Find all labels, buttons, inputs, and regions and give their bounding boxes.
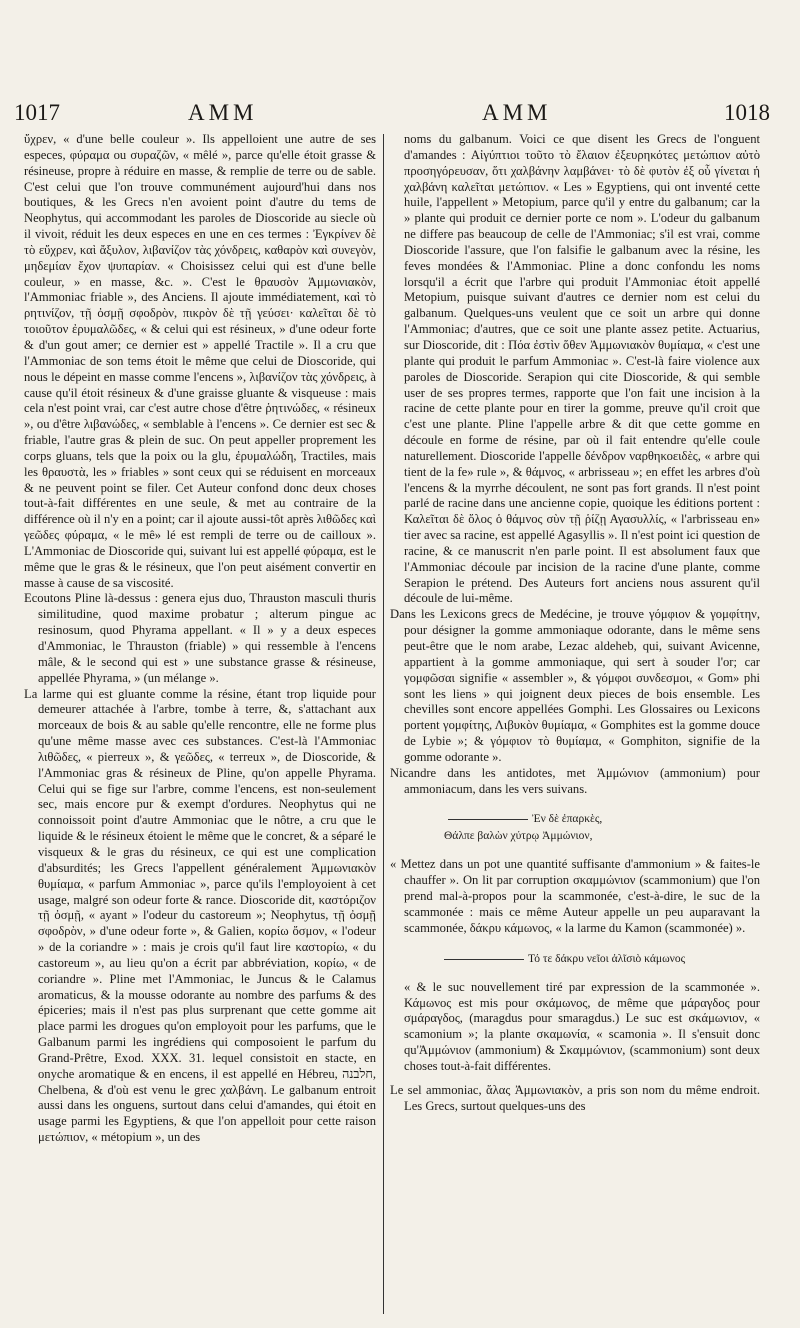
right-column bbox=[390, 132, 760, 1312]
verse-line: Ἐν δὲ ἐπαρκὲς, bbox=[532, 813, 603, 826]
paragraph: La larme qui est gluante comme la résine, étant trop liquide pour demeurer attachée à l'arbre, tombe à terre, &, s'attachant aux morceaux de bois & au sable qu'elle rencontre, elle ne forme plus qu'une même masse avec ces substances. C'est-là l'Ammoniac λιθῶδες, « pierreux », & γεῶδες, « terreux », de Dioscoride, & l'Ammoniac gras & résineux de Pline, qu'on appelle Phyrama. Celui qui se fige sur l'arbre, comme l'encens, est non-seulement sec, mais encore pur & exempt d'ordures. Neophytus qui ne connoissoit point d'autre Ammoniac que le nôtre, a cru que le liquide & le résineux étoient le même que le concret, & a séparé le visqueux & le gras du résineux, ce qui est une complication d'absurdités; les Grecs l'appellent généralement Ἀμμωνιακὸν θυμίαμα, « parfum Ammoniac », parce qu'ils l'employoient à cet usage, malgré son odeur forte & rance. Dioscoride dit, καστόριζον τῇ ὀσμῇ, « ayant » l'odeur du castoreum »; Neophytus, τῇ ὀσμῇ σφοδρὸν, » d'une odeur forte », & Galien, κορίω ὄσμον, « l'odeur » de la coriandre » : mais je crois qu'il faut lire καστορίω, « du castoreum », au lieu qu'on a écrit par abbréviation, κορίω, « de coriandre ». Pline met l'Ammoniac, le Juncus & le Calamus aromaticus, & la mousse odorante au nombre des parfums & des épiceries; mais il n'est pas plus surprenant que cette gomme ait place parmi les drogues qu'on employoit pour les parfums, que le Galbanum parmi les ingrédiens qui composoient le parfum du Grand-Prêtre, Exod. XXX. 31. lequel consistoit en stacte, en onyche aromatique & en encens, il est appellé en Hébreu, חלבנה, Chelbena, & d'où est venu le grec χαλβάνη. Le galbanum entroit aussi dans les onguens, surtout dans celui d'amandes, qui étoit en usage parmi les Egyptiens, & que l'on appelloit pour cette raison μετώπιον, « métopium », un des bbox=[24, 686, 376, 1145]
verse-quote bbox=[390, 811, 760, 845]
running-header bbox=[0, 100, 800, 134]
paragraph: noms du galbanum. Voici ce que disent les Grecs de l'onguent d'amandes : Αἰγύπτιοι τοῦτο τὸ ἔλαιον ἐξευρηκότες μετώπιον αὐτὸ προσηγόρευσαν, ὅτι χαλβάνην λαμβάνει· τὸ δὲ φυτὸν ἐξ οὗ γίνεται ἡ χαλβάνη καλεῖται μετώπιον. « Les » Egyptiens, qui ont inventé cette huile, l'appellent » Metopium, parce qu'il y entre du galbanum; car la » plante qui produit ce dernier porte ce nom ». L'odeur du galbanum ne differe pas beaucoup de celle de l'Ammoniac; s'il est vrai, comme Dioscoride l'assure, que l'on falsifie le galbanum avec la résine, les feves mondées & l'Ammoniac. Pline a donc confondu les noms lorsqu'il a écrit que l'arbre qui produit l'Ammoniac étoit appellé Metopium, puisque suivant d'autres ce dernier nom est celui du galbanum. Quelques-uns veulent que ce soit un arbre qui donne l'Ammoniac; d'autres, que ce soit une plante assez petite. Actuarius, sur Dioscoride, dit : Πόα ἐστὶν ὅθεν Ἀμμωνιακὸν θυμίαμα, « c'est une plante qui produit le parfum Ammoniac ». C'est-là faire violence aux paroles de Dioscoride. Serapion qui cite Dioscoride, & qui semble user de ses propres termes, rapporte que l'on fait une incision à la racine de cette plante pour en tirer la gomme, preuve qu'il croit que c'est une plante. Pline l'appelle arbre & dit que cette gomme en découle en forme de résine, par où il fait entendre qu'elle coule naturellement. Dioscoride l'appelle δένδρον ναρθηκοειδὲς, « arbre qui tient de la fe» rule », & θάμνος, « arbrisseau »; en effet les arbres d'où l'encens & la myrrhe découlent, ne sont pas fort grands. Il n'est point parlé de racine dans une ancienne copie, quoique les éditions portent : Καλεῖται δὲ ὅλος ὁ θάμνος σὺν τῇ ῥίζῃ Αγασυλλίς, « l'arbrisseau en» tier avec sa racine, est appellé Agasyllis ». Il n'est point ici question de racine, & ce manuscrit n'en parle point. Il est absolument faux que l'Ammoniac découle par incision de la racine d'une plante, comme Serapion le prétend. Des Auteurs fort anciens nous assurent qu'il découle de lui-même. bbox=[404, 132, 760, 606]
headword-right: AMM bbox=[482, 100, 552, 125]
paragraph: Dans les Lexicons grecs de Medécine, je trouve γόμφιον & γομφίτην, pour désigner la gomme ammoniaque odorante, dans le même sens peut-être que le nom arabe, Lezac aldeheb, qui, suivant Avicenne, appartient à la gomme ammoniaque, qui sert à souder l'or; car γομφῶσαι signifie « assembler », & γόμφοι συνδεσμοι, « Gom» phi sont les liens » qui joignent deux pieces de bois ensemble. Les chevilles sont encore appellées Gomphi. Les Glossaires ou Lexicons portent γομφίτης, Λιβυκὸν θυμίαμα, « Gomphites est la gomme douce de Lybie »; & γόμφιον τὸ θυμίαμα, « Gomphiton, signifie de la gomme odorante ». bbox=[390, 607, 760, 764]
verse-quote bbox=[390, 951, 760, 968]
paragraph: « Mettez dans un pot une quantité suffisante d'ammonium » & faites-le chauffer ». On lit par corruption σκαμμώνιον (scammonium) que l'on prend mal-à-propos pour la scammonée, c'est-à-dire, le suc de la scammonée : mais ce même Auteur appelle un peu auparavant la scammonée, δάκρυ κάμωνος, « la larme du Kamon (scammonée) ». bbox=[390, 857, 760, 935]
verse-line: Τό τε δάκρυ νεῖοι ἀλῖσιὸ κάμωνος bbox=[528, 952, 686, 965]
paragraph: Nicandre dans les antidotes, met Ἀμμώνιον (ammonium) pour ammoniacum, dans les vers suivans. bbox=[390, 765, 760, 796]
column-divider bbox=[383, 134, 384, 1314]
paragraph: Ecoutons Pline là-dessus : genera ejus duo, Thrauston masculi thuris similitudine, quod maxime probatur ; alterum pingue ac resinosum, quod Phyrama appellant. « Il » y a deux especes d'Ammoniac, le Thrauston (friable) » qui ressemble à l'encens mâle, & le second qui est » une substance grasse & résineuse, appellée Phyrama, » (un mélange ». bbox=[24, 591, 376, 685]
verse-rule bbox=[444, 959, 524, 960]
paragraph: « & le suc nouvellement tiré par expression de la scammonée ». Κάμωνος est mis pour σκάμωνος, de même que μάραγδος pour σμάραγδος, (maragdus pour smaragdus.) Le suc est σκάμωνιον, « scamonium »; la plante σκαμωνία, « scamonia ». Il s'ensuit donc qu'Ἀμμώνιον (ammonium) & Σκαμμώνιον, (scammonium) sont deux choses tout-à-fait différentes. bbox=[404, 979, 760, 1073]
verse-rule bbox=[448, 819, 528, 820]
paragraph: Le sel ammoniac, ἅλας Ἀμμωνιακὸν, a pris son nom du même endroit. Les Grecs, surtout quelques-uns des bbox=[390, 1082, 760, 1113]
verse-line: Θάλπε βαλὼν χύτρῳ Ἀμμώνιον, bbox=[444, 830, 593, 843]
page-number-right: 1018 bbox=[724, 100, 770, 125]
headword-left: AMM bbox=[188, 100, 258, 125]
paragraph: ὔχρεν, « d'une belle couleur ». Ils appelloient une autre de ses especes, φύραμα ou συραζῶν, « mêlé », parce qu'elle étoit grasse & résineuse, propre à réduire en masse, & remplie de terre ou de sable. C'est celui que l'on trouve communément aujourd'hui dans nos boutiques, & les Grecs n'en avoient point d'autre du tems de Neophytus, qui accommodant les paroles de Dioscoride au siecle où il vivoit, réduit les deux especes en une en ces termes : Ἐγκρίνεν δὲ τὸ εὔχρεν, καὶ ἄξυλον, λιβανίζον τὰς χόνδρεις, καθαρὸν καὶ συνεγὸν, μηδεμίαν ἔχον ψυπαρίαν. « Choisissez celui qui est d'une belle couleur, » en masse, &c. ». C'est le θραυσὸν Ἀμμωνιακὸν, l'Ammoniac friable », des Anciens. Il ajoute immédiatement, καὶ τὸ ρητινίζον, τῇ ὀσμῇ σφοδρὸν, πικρὸν δὲ τῇ γεύσει· καλεῖται δὲ τὸ τοιοῦτον ἐρυμαλῶδες, « & celui qui est résineux, » d'une odeur forte & d'un gout amer; ce dernier est » appellé Tractile ». Il a cru que l'Ammoniac de son tems étoit le même que celui de Dioscoride, qui nous le dépeint en masse comme l'encens », λιβανίζον τὰς χόνδρεις, à cause qu'il étoit résineux & d'une graisse gluante & visqueuse : mais cela n'est point vrai, car c'est autre chose d'être ῥητινώδες, « résineux », ou d'être λιβανώδες, « semblable à l'encens ». Ce dernier est sec & friable, l'autre gras & plein de suc. On peut appeller proprement les corps gluans, tels que la poix ou la glu, ἐρυμαλώδη, Tractiles, mais les θραυστὰ, les » friables » sont ceux qui se réduisent en morceaux & ne peuvent point se filer. Cet Auteur confond donc deux choses tout-à-fait différentes en une seule, & met au contraire de la différence où il n'y en a point; car il ajoute aussi-tôt après λιθῶδες καὶ γεῶδες φύραμα, « le mê» lé est rempli de terre ou de cailloux ». L'Ammoniac de Dioscoride qui, suivant lui est appellé φύραμα, est le même que le gras & le résineux, que l'on peut aisément convertir en masse à cause de sa viscosité. bbox=[24, 132, 376, 590]
page-number-left: 1017 bbox=[14, 100, 60, 125]
left-column bbox=[24, 132, 376, 1312]
